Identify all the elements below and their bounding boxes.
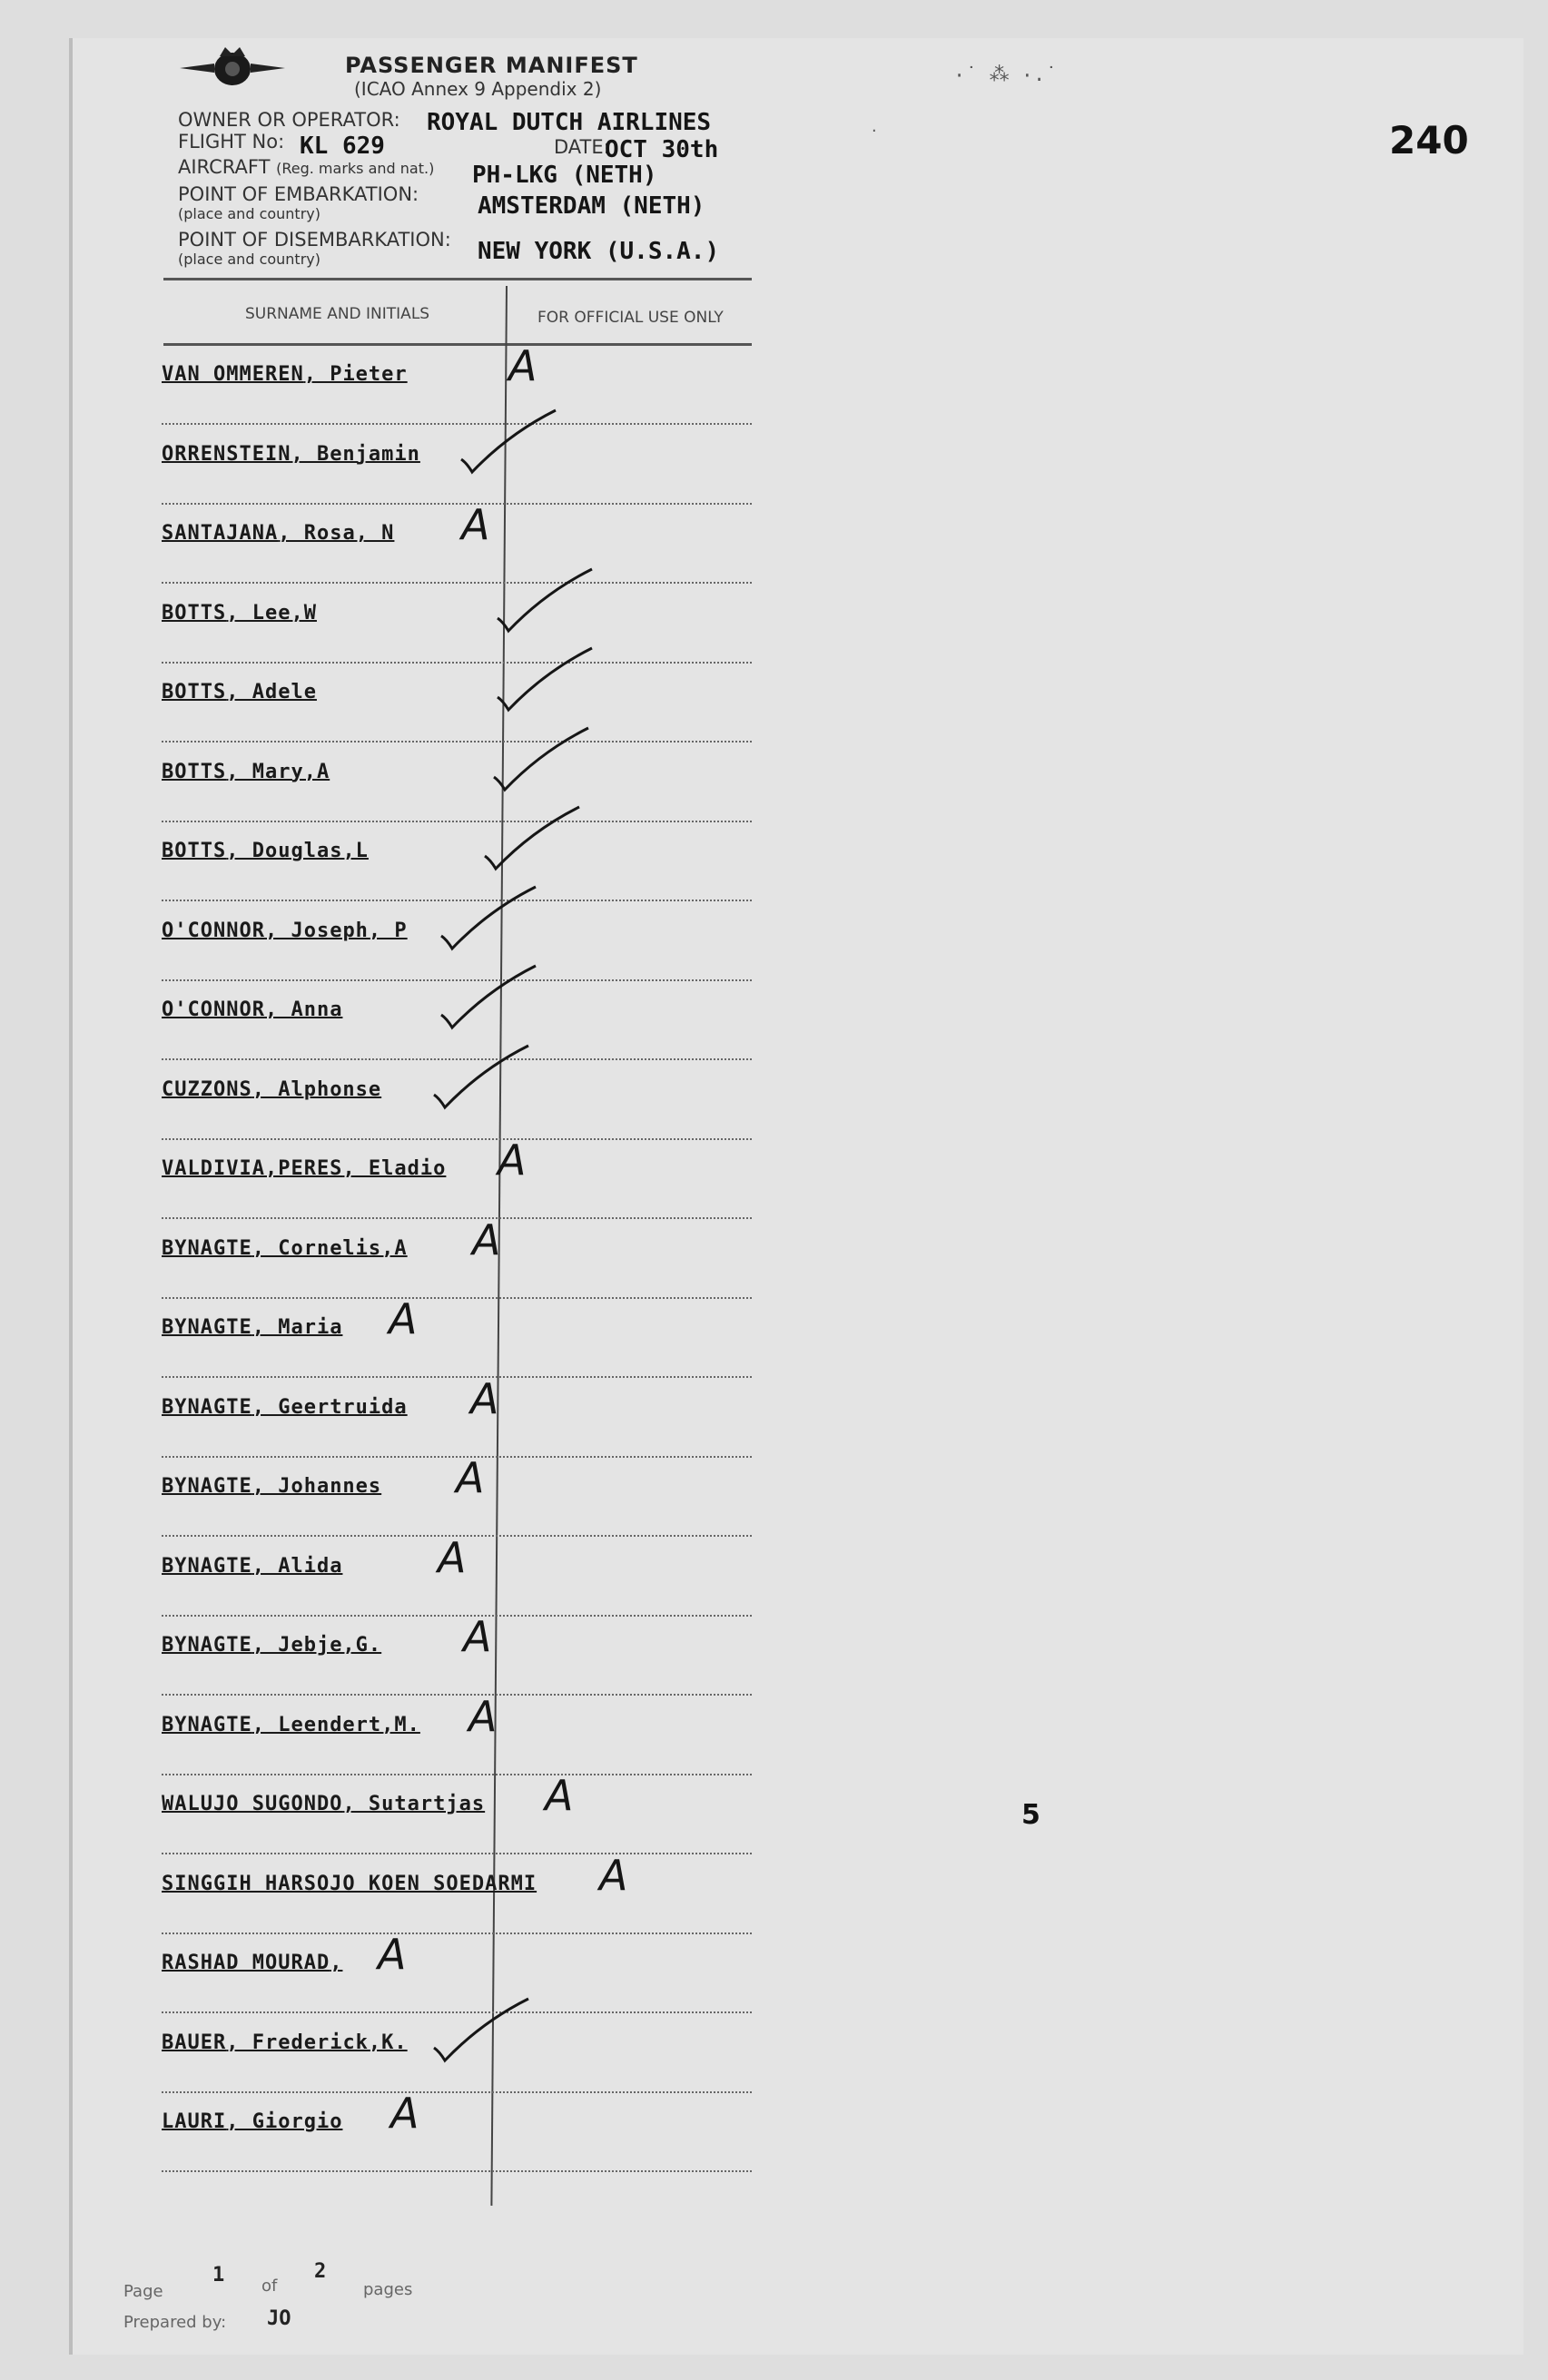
owner-value: ROYAL DUTCH AIRLINES — [427, 109, 712, 136]
passenger-given-names: , Maria — [251, 1316, 343, 1339]
stray-handwritten-mark: 5 — [1021, 1799, 1040, 1831]
passenger-surname: BYNAGTE — [162, 1634, 252, 1657]
passenger-surname: VAN OMMEREN — [162, 363, 304, 386]
passenger-given-names: , Anna — [264, 998, 343, 1021]
row-separator — [162, 503, 752, 505]
footer-of-label: of — [261, 2277, 278, 2296]
passenger-surname: CUZZONS — [162, 1077, 252, 1101]
passenger-surname: BYNAGTE — [162, 1316, 252, 1339]
official-mark-a: A — [470, 1373, 499, 1423]
footer-prepared-label: Prepared by: — [123, 2313, 227, 2332]
passenger-surname: SINGGIH HARSOJO KOEN SOEDARMI — [162, 1872, 537, 1895]
check-mark-icon — [478, 803, 587, 876]
passenger-given-names: , Sutartjas — [342, 1793, 486, 1815]
passenger-surname: BYNAGTE — [162, 1475, 252, 1498]
row-separator — [162, 582, 752, 584]
row-separator — [162, 1694, 752, 1696]
passenger-given-names: , Frederick,K. — [226, 2031, 408, 2054]
page-number: 240 — [1389, 118, 1469, 162]
manifest-title: PASSENGER MANIFEST — [345, 53, 638, 78]
footer-prepared-value: JO — [267, 2307, 291, 2330]
passenger-surname: ORRENSTEIN — [162, 442, 291, 466]
passenger-surname: BOTTS — [162, 601, 227, 625]
passenger-given-names: , Adele — [226, 681, 317, 703]
passenger-given-names: , Alphonse — [251, 1077, 382, 1101]
row-separator — [162, 2091, 752, 2093]
date-label: DATE: — [554, 136, 610, 158]
passenger-given-names: , Eladio — [342, 1157, 447, 1180]
passenger-name — [162, 1873, 537, 1895]
passenger-surname: SANTAJANA — [162, 522, 279, 545]
official-mark-a: A — [463, 1612, 492, 1661]
official-mark-a: A — [599, 1850, 628, 1900]
row-separator — [162, 821, 752, 822]
check-mark-icon — [434, 883, 543, 956]
embark-sub: (place and country) — [178, 205, 320, 222]
passenger-given-names: , Jebje,G. — [251, 1634, 382, 1657]
passenger-surname: BOTTS — [162, 840, 227, 862]
scan-speckle: ·˙ ⁂ ·.˙ — [953, 64, 1058, 87]
check-mark-icon — [427, 1995, 536, 2068]
passenger-surname: WALUJO SUGONDO — [162, 1793, 343, 1815]
header-rule — [163, 278, 752, 280]
passenger-given-names: , Giorgio — [226, 2110, 343, 2133]
passenger-name — [162, 2031, 408, 2054]
passenger-given-names: , Pieter — [303, 363, 408, 386]
passenger-given-names: , — [330, 1952, 343, 1974]
row-separator — [162, 1376, 752, 1378]
column-head-official: FOR OFFICIAL USE ONLY — [537, 309, 724, 327]
passenger-surname: LAURI — [162, 2110, 227, 2133]
passenger-given-names: , Cornelis,A — [251, 1236, 408, 1260]
passenger-surname: BYNAGTE — [162, 1554, 252, 1578]
passenger-given-names: , Alida — [251, 1554, 343, 1578]
passenger-name — [162, 1396, 408, 1419]
row-separator — [162, 1138, 752, 1140]
passenger-name — [162, 1714, 420, 1736]
check-mark-icon — [490, 644, 599, 717]
passenger-name — [162, 443, 420, 466]
check-mark-icon — [427, 1042, 536, 1115]
passenger-name — [162, 522, 394, 545]
passenger-surname: BAUER — [162, 2031, 227, 2054]
passenger-name — [162, 1078, 381, 1101]
passenger-name — [162, 1316, 342, 1339]
row-separator — [162, 2170, 752, 2172]
aircraft-label: AIRCRAFT (Reg. marks and nat.) — [178, 156, 435, 178]
passenger-name — [162, 1793, 485, 1815]
passenger-given-names: , Johannes — [251, 1475, 382, 1498]
official-mark-a: A — [456, 1453, 485, 1502]
footer-pages-label: pages — [363, 2280, 413, 2299]
scan-speckle: . — [870, 120, 879, 136]
check-mark-icon — [434, 962, 543, 1035]
passenger-given-names: , Joseph, P — [264, 919, 408, 942]
airline-crown-logo-icon — [178, 45, 287, 91]
passenger-name — [162, 840, 369, 862]
row-separator — [162, 1615, 752, 1617]
check-mark-icon — [487, 724, 596, 797]
official-mark-a: A — [545, 1771, 574, 1820]
official-mark-a: A — [390, 2089, 419, 2138]
row-separator — [162, 741, 752, 743]
row-separator — [162, 1217, 752, 1219]
passenger-name — [162, 1952, 342, 1974]
footer-page-value: 1 — [212, 2264, 225, 2287]
embark-label: POINT OF EMBARKATION: — [178, 183, 419, 205]
footer-page-label: Page — [123, 2282, 163, 2301]
row-separator — [162, 1297, 752, 1299]
official-mark-a: A — [438, 1532, 467, 1582]
passenger-name — [162, 1237, 408, 1260]
passenger-name — [162, 1475, 381, 1498]
aircraft-value: PH-LKG (NETH) — [472, 162, 657, 189]
check-mark-icon — [490, 565, 599, 638]
official-mark-a: A — [389, 1294, 418, 1343]
passenger-surname: BYNAGTE — [162, 1713, 252, 1736]
passenger-given-names: , Mary,A — [226, 760, 330, 783]
official-mark-a: A — [461, 500, 490, 549]
official-mark-a: A — [498, 1136, 527, 1185]
passenger-given-names: , Geertruida — [251, 1395, 408, 1419]
row-separator — [162, 1853, 752, 1854]
passenger-name — [162, 1634, 381, 1657]
passenger-surname: BYNAGTE — [162, 1395, 252, 1419]
passenger-name — [162, 920, 408, 942]
date-value: OCT 30th — [605, 136, 719, 163]
official-mark-a: A — [508, 341, 537, 390]
flight-value: KL 629 — [300, 133, 385, 160]
owner-label: OWNER OR OPERATOR: — [178, 109, 400, 131]
passenger-name — [162, 1555, 342, 1578]
disembark-value: NEW YORK (U.S.A.) — [478, 238, 720, 265]
check-mark-icon — [454, 407, 563, 479]
passenger-surname: O'CONNOR — [162, 919, 265, 942]
passenger-given-names: , Lee,W — [226, 601, 317, 625]
passenger-name — [162, 681, 317, 703]
footer-of-value: 2 — [314, 2260, 327, 2283]
official-mark-a: A — [378, 1930, 407, 1979]
passenger-name — [162, 602, 317, 625]
passenger-surname: RASHAD MOURAD — [162, 1952, 330, 1974]
manifest-annex: (ICAO Annex 9 Appendix 2) — [354, 78, 602, 100]
row-separator — [162, 1774, 752, 1775]
row-separator — [162, 662, 752, 664]
passenger-given-names: , Benjamin — [291, 442, 420, 466]
passenger-name — [162, 761, 330, 783]
passenger-surname: VALDIVIA,PERES — [162, 1157, 343, 1180]
passenger-name — [162, 1157, 446, 1180]
passenger-name — [162, 363, 408, 386]
row-separator — [162, 1933, 752, 1934]
passenger-given-names: , Douglas,L — [226, 840, 369, 862]
official-mark-a: A — [468, 1691, 498, 1741]
passenger-surname: O'CONNOR — [162, 998, 265, 1021]
passenger-given-names: , Rosa, N — [278, 522, 395, 545]
embark-value: AMSTERDAM (NETH) — [478, 192, 705, 220]
column-head-name: SURNAME AND INITIALS — [245, 305, 430, 323]
passenger-name — [162, 2110, 342, 2133]
passenger-surname: BOTTS — [162, 760, 227, 783]
column-rule — [163, 343, 752, 346]
official-mark-a: A — [472, 1215, 501, 1264]
flight-label: FLIGHT No: — [178, 131, 285, 152]
disembark-label: POINT OF DISEMBARKATION: — [178, 229, 451, 251]
passenger-surname: BYNAGTE — [162, 1236, 252, 1260]
passenger-name — [162, 998, 342, 1021]
passenger-surname: BOTTS — [162, 681, 227, 703]
passenger-given-names: , Leendert,M. — [251, 1713, 420, 1736]
disembark-sub: (place and country) — [178, 251, 320, 268]
